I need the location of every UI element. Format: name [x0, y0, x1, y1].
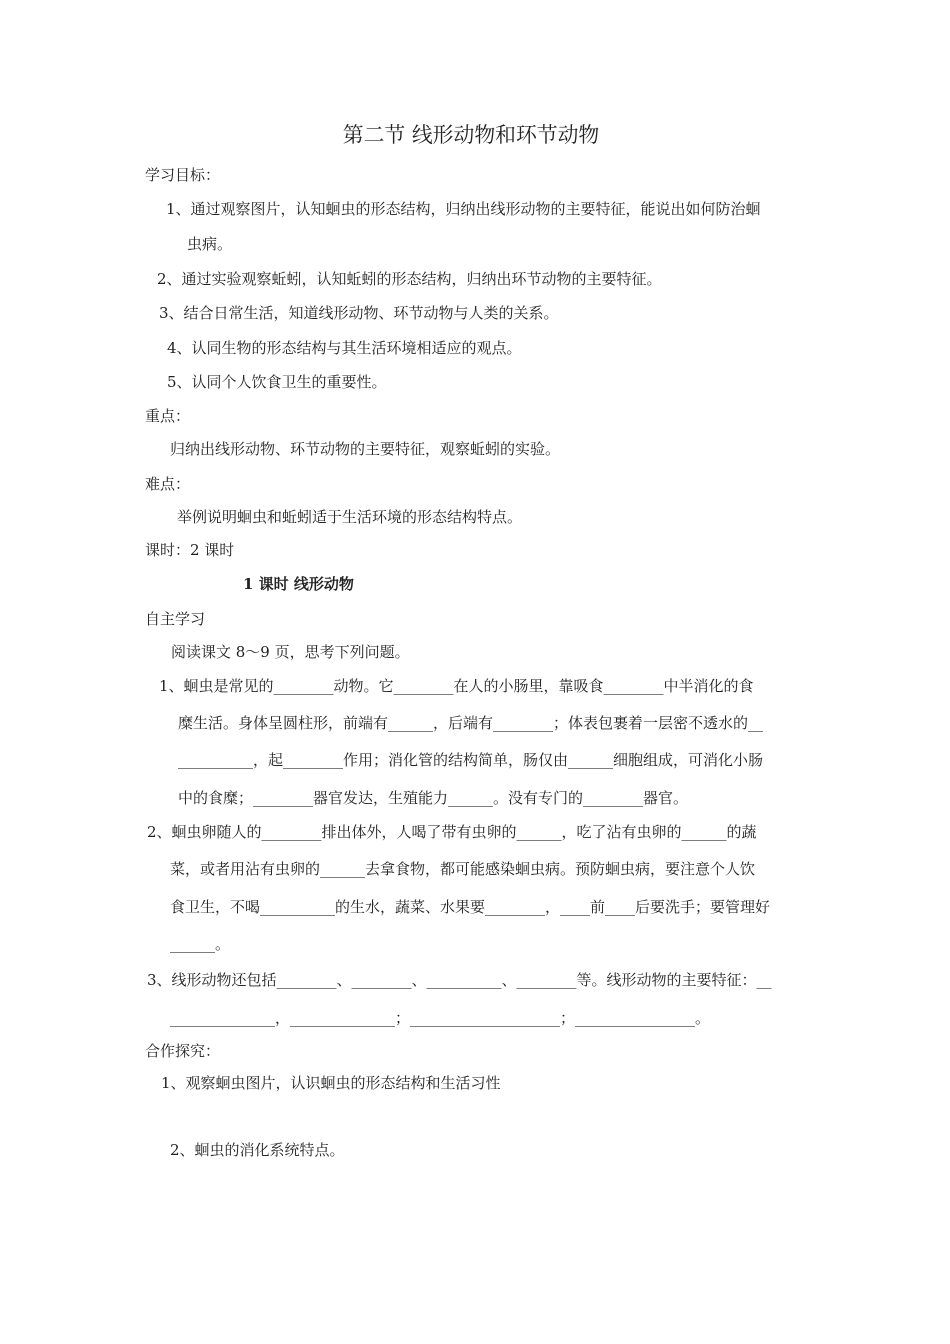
lesson-title: 1 课时 线形动物	[243, 575, 354, 593]
page-title: 第二节 线形动物和环节动物	[342, 123, 600, 147]
objective-2: 2、通过实验观察蚯蚓，认知蚯蚓的形态结构，归纳出环节动物的主要特征。	[157, 270, 662, 288]
self-study-intro: 阅读课文 8～9 页，思考下列问题。	[171, 643, 410, 661]
difficulties-text: 举例说明蛔虫和蚯蚓适于生活环境的形态结构特点。	[177, 508, 523, 526]
question-1-line-2: 糜生活。身体呈圆柱形，前端有______，后端有________；体表包裹着一层密不透水的__	[178, 714, 764, 732]
cooperative-item-2: 2、蛔虫的消化系统特点。	[170, 1141, 345, 1159]
question-2-line-3: 食卫生，不喝__________的生水，蔬菜、水果要________，____前____后要洗手；要管理好	[170, 898, 771, 916]
cooperative-heading: 合作探究：	[145, 1042, 221, 1060]
objective-5: 5、认同个人饮食卫生的重要性。	[167, 373, 387, 391]
question-3-line-1: 3、线形动物还包括________、________、__________、________等。线形动物的主要特征：__	[147, 971, 772, 989]
self-study-heading: 自主学习	[145, 610, 206, 628]
key-points-heading: 重点：	[145, 407, 191, 425]
objective-1-line-1: 1、通过观察图片，认知蛔虫的形态结构，归纳出线形动物的主要特征，能说出如何防治蛔	[166, 200, 761, 218]
objective-4: 4、认同生物的形态结构与其生活环境相适应的观点。	[167, 339, 522, 357]
objective-1-line-2: 虫病。	[187, 235, 233, 253]
question-1-line-1: 1、蛔虫是常见的________动物。它________在人的小肠里，靠吸食________中半消化的食	[159, 677, 754, 695]
difficulties-heading: 难点：	[145, 475, 191, 493]
question-2-line-1: 2、蛔虫卵随人的________排出体外，人喝了带有虫卵的______，吃了沾有虫卵的______的蔬	[147, 823, 757, 841]
question-1-line-3: __________，起________作用；消化管的结构简单，肠仅由______细胞组成，可消化小肠	[178, 751, 764, 769]
objectives-heading: 学习目标：	[145, 166, 221, 184]
class-hours: 课时：2 课时	[145, 541, 235, 559]
key-points-text: 归纳出线形动物、环节动物的主要特征，观察蚯蚓的实验。	[170, 440, 561, 458]
cooperative-item-1: 1、观察蛔虫图片，认识蛔虫的形态结构和生活习性	[161, 1074, 501, 1092]
question-3-line-2: ______________，______________；____________________；________________。	[170, 1009, 711, 1027]
question-2-line-2: 菜，或者用沾有虫卵的______去拿食物，都可能感染蛔虫病。预防蛔虫病，要注意个人饮	[170, 860, 756, 878]
objective-3: 3、结合日常生活，知道线形动物、环节动物与人类的关系。	[159, 304, 559, 322]
question-1-line-4: 中的食糜；________器官发达，生殖能力______。没有专门的________器官。	[178, 789, 689, 807]
question-2-line-4: ______。	[170, 935, 231, 953]
